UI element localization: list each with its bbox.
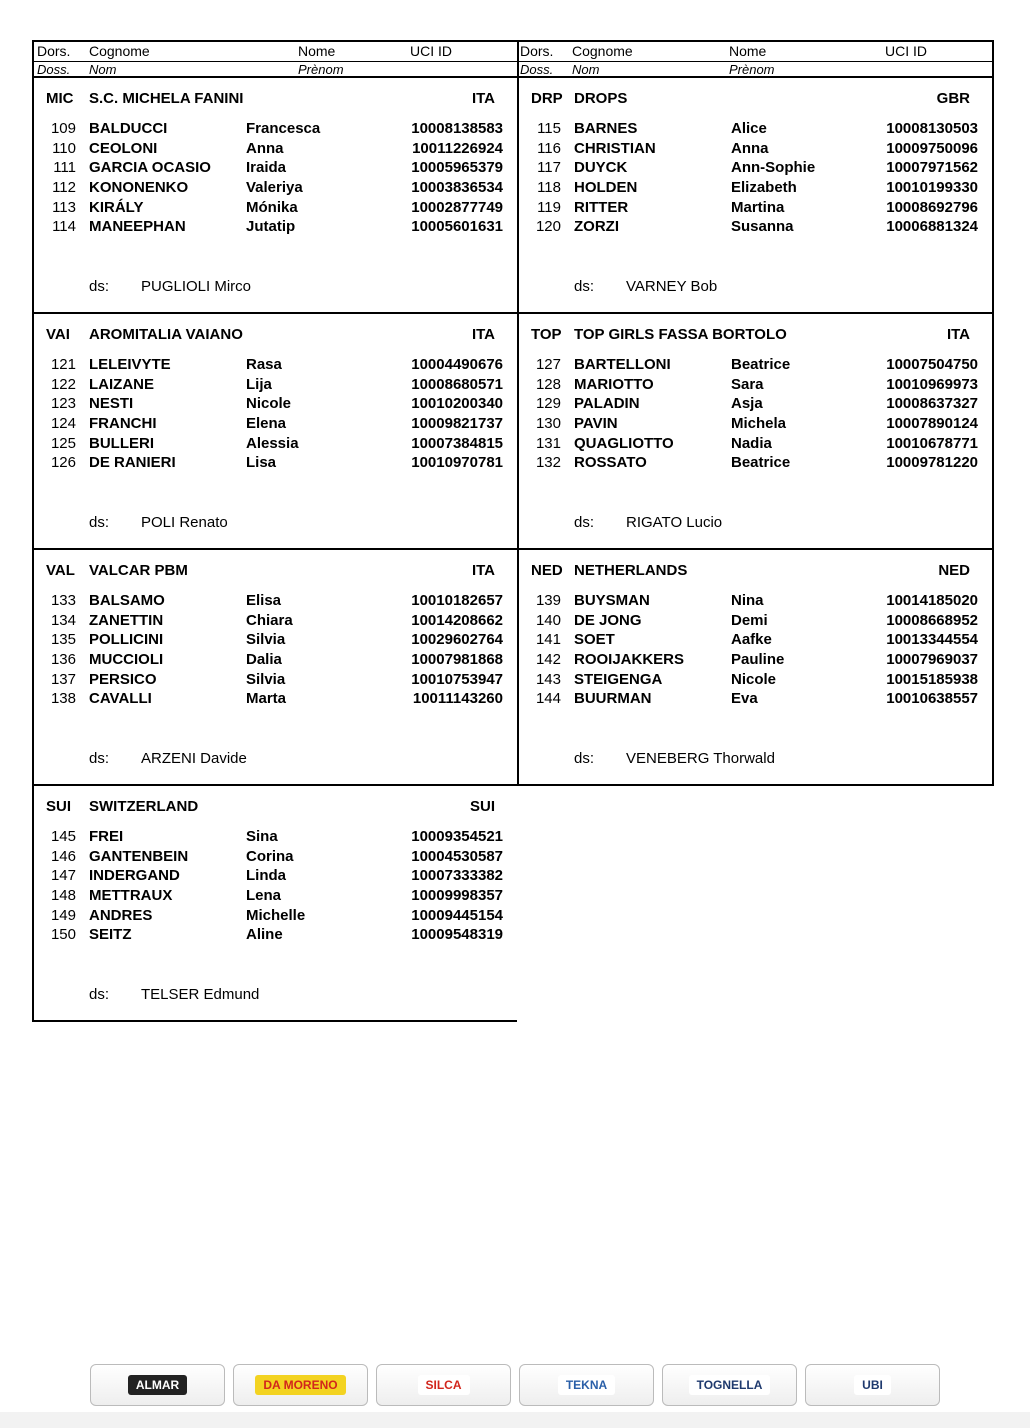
nom-label: Nom	[571, 62, 600, 77]
rider-row	[519, 690, 992, 710]
column-header-right	[517, 42, 992, 76]
bib-number: 150	[50, 926, 76, 944]
rider-uci-id: 10014208662	[411, 611, 503, 629]
rider-surname: ANDRES	[89, 906, 153, 924]
rider-row	[519, 454, 992, 474]
rider-uci-id: 10007981868	[411, 651, 503, 669]
rider-uci-id: 10009821737	[411, 415, 503, 433]
rider-firstname: Alice	[731, 120, 767, 137]
ds-label: ds:	[89, 986, 110, 1003]
nom-label: Nom	[89, 62, 117, 77]
cognome-label: Cognome	[571, 43, 633, 59]
rider-row	[519, 120, 992, 140]
rider-row	[519, 356, 992, 376]
rider-row	[34, 631, 517, 651]
rider-uci-id: 10009781220	[886, 454, 978, 472]
sponsor-logo-mark: TEKNA	[558, 1375, 615, 1395]
rider-uci-id: 10007333382	[411, 867, 503, 885]
bib-number: 118	[537, 179, 561, 197]
rider-uci-id: 10011143260	[412, 690, 503, 708]
rider-firstname: Nina	[731, 592, 764, 609]
sponsor-logo	[233, 1364, 368, 1406]
rider-surname: MARIOTTO	[574, 375, 654, 393]
rider-surname: BARNES	[574, 120, 638, 137]
ds-label: ds:	[574, 750, 595, 767]
bib-number: 121	[50, 356, 76, 373]
bib-number: 136	[50, 651, 76, 669]
bib-number: 132	[535, 454, 561, 472]
team-nation: ITA	[471, 562, 495, 579]
team-name: S.C. MICHELA FANINI	[89, 90, 244, 107]
rider-surname: BARTELLONI	[574, 356, 671, 373]
ds-label: ds:	[574, 278, 595, 295]
team-block	[517, 550, 994, 786]
rider-surname: DE JONG	[574, 611, 642, 629]
rider-firstname: Valeriya	[246, 179, 303, 197]
ds-label: ds:	[89, 278, 110, 295]
rider-surname: FRANCHI	[89, 415, 157, 433]
rider-uci-id: 10005601631	[411, 218, 503, 236]
dors-label: Dors.	[519, 43, 554, 59]
bib-number: 119	[537, 198, 561, 216]
bib-number: 149	[50, 906, 76, 924]
rider-row	[519, 199, 992, 219]
team-code: TOP	[531, 326, 562, 343]
rider-uci-id: 10010678771	[886, 434, 978, 452]
rider-row	[34, 415, 517, 435]
sponsor-logo	[519, 1364, 654, 1406]
rider-surname: BUYSMAN	[574, 592, 650, 609]
rider-row	[519, 218, 992, 238]
bib-number: 112	[52, 179, 76, 197]
rider-surname: LELEIVYTE	[89, 356, 171, 373]
rider-surname: KIRÁLY	[89, 198, 144, 216]
rider-row	[34, 651, 517, 671]
rider-surname: ROSSATO	[574, 454, 647, 472]
rider-uci-id: 10010182657	[411, 592, 503, 609]
bib-number: 130	[535, 415, 561, 433]
rider-surname: QUAGLIOTTO	[574, 434, 674, 452]
bib-number: 125	[50, 434, 76, 452]
rider-uci-id: 10002877749	[411, 198, 503, 216]
rider-row	[34, 926, 517, 946]
rider-row	[519, 179, 992, 199]
rider-surname: MANEEPHAN	[89, 218, 186, 236]
rider-list	[34, 356, 517, 474]
bib-number: 117	[537, 159, 561, 177]
rider-uci-id: 10007971562	[886, 159, 978, 177]
sponsor-logo	[805, 1364, 940, 1406]
ds-name: VENEBERG Thorwald	[626, 750, 775, 767]
rider-surname: CAVALLI	[89, 690, 152, 708]
directeur-sportif	[89, 750, 247, 767]
bib-number: 128	[535, 375, 561, 393]
bib-number: 111	[53, 159, 76, 177]
rider-list	[34, 592, 517, 710]
bib-number: 137	[50, 670, 76, 688]
rider-firstname: Lisa	[246, 454, 277, 472]
rider-firstname: Michelle	[246, 906, 306, 924]
bib-number: 123	[50, 395, 76, 413]
rider-list	[34, 828, 517, 946]
rider-list	[519, 592, 992, 710]
rider-row	[519, 651, 992, 671]
rider-uci-id: 10010970781	[411, 454, 503, 472]
bib-number: 113	[52, 198, 76, 216]
rider-row	[34, 179, 517, 199]
nome-label: Nome	[298, 43, 336, 59]
team-code: SUI	[46, 798, 72, 815]
column-header-left	[34, 42, 517, 76]
rider-row	[519, 140, 992, 160]
rider-uci-id: 10008138583	[411, 120, 503, 137]
directeur-sportif	[574, 750, 775, 767]
rider-surname: PERSICO	[89, 670, 157, 688]
rider-row	[34, 395, 517, 415]
rider-firstname: Michela	[731, 415, 787, 433]
team-block	[517, 314, 994, 550]
ds-name: TELSER Edmund	[141, 986, 260, 1003]
bib-number: 146	[50, 847, 76, 865]
rider-surname: RITTER	[574, 198, 629, 216]
rider-uci-id: 10011226924	[412, 139, 503, 157]
rider-firstname: Chiara	[246, 611, 293, 629]
team-name: VALCAR PBM	[89, 562, 188, 579]
rider-row	[519, 612, 992, 632]
rider-firstname: Iraida	[246, 159, 287, 177]
directeur-sportif	[574, 514, 723, 531]
rider-firstname: Silvia	[246, 631, 286, 649]
rider-surname: CEOLONI	[89, 139, 158, 157]
team-block	[517, 78, 994, 314]
bib-number: 135	[50, 631, 76, 649]
doss-label: Doss.	[37, 62, 71, 77]
rider-surname: SOET	[574, 631, 615, 649]
rider-uci-id: 10010199330	[886, 179, 978, 197]
rider-uci-id: 10029602764	[411, 631, 503, 649]
bib-number: 143	[535, 670, 561, 688]
rider-surname: FREI	[89, 828, 124, 845]
uci-label: UCI ID	[884, 43, 927, 59]
rider-uci-id: 10009998357	[411, 887, 503, 905]
rider-firstname: Nicole	[246, 395, 292, 413]
rider-firstname: Marta	[246, 690, 287, 708]
rider-firstname: Silvia	[246, 670, 286, 688]
rider-surname: POLLICINI	[89, 631, 164, 649]
rider-surname: NESTI	[89, 395, 134, 413]
rider-row	[519, 415, 992, 435]
bib-number: 126	[50, 454, 76, 472]
rider-uci-id: 10007504750	[886, 356, 978, 373]
team-code: MIC	[46, 90, 74, 107]
rider-uci-id: 10008668952	[886, 611, 978, 629]
team-name: AROMITALIA VAIANO	[89, 326, 243, 343]
rider-firstname: Sara	[731, 375, 764, 393]
sponsor-logo-mark: ALMAR	[128, 1375, 187, 1395]
rider-firstname: Eva	[731, 690, 758, 708]
rider-firstname: Dalia	[246, 651, 282, 669]
rider-uci-id: 10009750096	[886, 139, 978, 157]
rider-row	[34, 435, 517, 455]
rider-row	[34, 907, 517, 927]
rider-uci-id: 10010200340	[411, 395, 503, 413]
sponsor-logo-mark: UBI	[854, 1375, 891, 1395]
nome-label: Nome	[728, 43, 767, 59]
team-nation: SUI	[469, 798, 495, 815]
rider-row	[34, 592, 517, 612]
ds-name: PUGLIOLI Mirco	[141, 278, 252, 295]
rider-firstname: Lija	[246, 375, 272, 393]
directeur-sportif	[89, 514, 228, 531]
team-name: SWITZERLAND	[89, 798, 199, 815]
rider-row	[34, 159, 517, 179]
rider-uci-id: 10010969973	[886, 375, 978, 393]
cognome-label: Cognome	[89, 43, 150, 59]
ds-label: ds:	[89, 514, 110, 531]
rider-row	[519, 435, 992, 455]
rider-firstname: Anna	[246, 139, 284, 157]
rider-uci-id: 10013344554	[886, 631, 978, 649]
rider-firstname: Pauline	[731, 651, 785, 669]
rider-surname: STEIGENGA	[574, 670, 663, 688]
rider-firstname: Asja	[731, 395, 763, 413]
rider-surname: PAVIN	[574, 415, 618, 433]
rider-list	[34, 120, 517, 238]
ds-name: ARZENI Davide	[141, 750, 247, 767]
rider-firstname: Nadia	[731, 434, 772, 452]
team-code: VAI	[46, 326, 70, 343]
ds-label: ds:	[574, 514, 595, 531]
sponsor-strip	[90, 1364, 940, 1406]
rider-uci-id: 10004530587	[411, 847, 503, 865]
rider-firstname: Beatrice	[731, 356, 791, 373]
bib-number: 120	[535, 218, 561, 236]
ds-name: POLI Renato	[141, 514, 228, 531]
rider-surname: PALADIN	[574, 395, 640, 413]
rider-firstname: Elisa	[246, 592, 282, 609]
team-block	[32, 78, 517, 314]
rider-firstname: Jutatip	[246, 218, 296, 236]
rider-row	[519, 159, 992, 179]
rider-firstname: Aafke	[731, 631, 772, 649]
rider-surname: BALDUCCI	[89, 120, 168, 137]
rider-surname: LAIZANE	[89, 375, 154, 393]
rider-firstname: Susanna	[731, 218, 794, 236]
rider-uci-id: 10008130503	[886, 120, 978, 137]
rider-uci-id: 10003836534	[411, 179, 503, 197]
bib-number: 134	[50, 611, 76, 629]
rider-list	[519, 120, 992, 238]
rider-uci-id: 10008692796	[886, 198, 978, 216]
team-block	[32, 314, 517, 550]
rider-firstname: Demi	[731, 611, 768, 629]
dors-label: Dors.	[37, 43, 71, 59]
rider-uci-id: 10005965379	[411, 159, 503, 177]
bib-number: 109	[50, 120, 76, 137]
rider-uci-id: 10009548319	[411, 926, 503, 944]
rider-surname: CHRISTIAN	[574, 139, 656, 157]
rider-row	[34, 140, 517, 160]
rider-firstname: Elena	[246, 415, 287, 433]
rider-firstname: Elizabeth	[731, 179, 797, 197]
bib-number: 145	[50, 828, 76, 845]
team-nation: ITA	[946, 326, 970, 343]
bib-number: 115	[537, 120, 561, 137]
team-nation: NED	[938, 562, 970, 579]
rider-uci-id: 10009354521	[411, 828, 503, 845]
ds-name: VARNEY Bob	[626, 278, 718, 295]
team-name: DROPS	[574, 90, 628, 107]
rider-uci-id: 10015185938	[886, 670, 978, 688]
directeur-sportif	[89, 278, 252, 295]
rider-row	[34, 828, 517, 848]
rider-row	[519, 395, 992, 415]
team-grid	[32, 78, 994, 1022]
rider-row	[34, 376, 517, 396]
bib-number: 140	[535, 611, 561, 629]
uci-label: UCI ID	[410, 43, 452, 59]
rider-firstname: Anna	[731, 139, 769, 157]
startlist-sheet	[32, 40, 994, 1022]
rider-surname: BALSAMO	[89, 592, 165, 609]
rider-surname: DE RANIERI	[89, 454, 176, 472]
rider-uci-id: 10008680571	[411, 375, 503, 393]
rider-row	[34, 671, 517, 691]
sponsor-logo-mark: DA MORENO	[255, 1375, 345, 1395]
footer-band	[0, 1412, 1030, 1428]
bib-number: 127	[535, 356, 561, 373]
rider-uci-id: 10010753947	[411, 670, 503, 688]
rider-surname: ZORZI	[574, 218, 619, 236]
bib-number: 144	[535, 690, 561, 708]
rider-row	[34, 199, 517, 219]
team-nation: ITA	[471, 326, 495, 343]
rider-firstname: Linda	[246, 867, 286, 885]
bib-number: 129	[535, 395, 561, 413]
prenom-label: Prènom	[298, 62, 344, 77]
rider-row	[34, 690, 517, 710]
sponsor-logo	[662, 1364, 797, 1406]
rider-firstname: Nicole	[731, 670, 777, 688]
rider-row	[34, 867, 517, 887]
team-nation: ITA	[471, 90, 495, 107]
sponsor-logo-mark: SILCA	[418, 1375, 470, 1395]
rider-surname: INDERGAND	[89, 867, 180, 885]
bib-number: 110	[52, 139, 76, 157]
bib-number: 142	[535, 651, 561, 669]
rider-surname: SEITZ	[89, 926, 132, 944]
rider-row	[519, 376, 992, 396]
rider-surname: METTRAUX	[89, 887, 173, 905]
rider-firstname: Lena	[246, 887, 282, 905]
sponsor-logo-mark: TOGNELLA	[689, 1375, 771, 1395]
rider-firstname: Rasa	[246, 356, 282, 373]
rider-uci-id: 10008637327	[886, 395, 978, 413]
rider-list	[519, 356, 992, 474]
rider-surname: ZANETTIN	[89, 611, 164, 629]
sponsor-logo	[90, 1364, 225, 1406]
rider-uci-id: 10006881324	[886, 218, 978, 236]
bib-number: 124	[50, 415, 76, 433]
rider-row	[519, 671, 992, 691]
rider-surname: HOLDEN	[574, 179, 638, 197]
rider-surname: KONONENKO	[89, 179, 189, 197]
doss-label: Doss.	[519, 62, 554, 77]
rider-row	[34, 120, 517, 140]
prenom-label: Prènom	[728, 62, 775, 77]
bib-number: 148	[50, 887, 76, 905]
rider-firstname: Francesca	[246, 120, 321, 137]
rider-row	[34, 848, 517, 868]
bib-number: 133	[50, 592, 76, 609]
rider-surname: DUYCK	[574, 159, 628, 177]
team-block	[32, 550, 517, 786]
rider-uci-id: 10007969037	[886, 651, 978, 669]
bib-number: 147	[50, 867, 76, 885]
rider-uci-id: 10010638557	[886, 690, 978, 708]
rider-row	[34, 356, 517, 376]
sponsor-logo	[376, 1364, 511, 1406]
bib-number: 131	[535, 434, 561, 452]
rider-surname: GANTENBEIN	[89, 847, 189, 865]
rider-uci-id: 10007384815	[411, 434, 503, 452]
ds-name: RIGATO Lucio	[626, 514, 723, 531]
rider-firstname: Beatrice	[731, 454, 791, 472]
rider-firstname: Mónika	[246, 198, 298, 216]
column-header	[32, 40, 994, 78]
team-code: DRP	[531, 90, 563, 107]
rider-firstname: Ann-Sophie	[731, 159, 816, 177]
rider-uci-id: 10007890124	[886, 415, 978, 433]
rider-firstname: Aline	[246, 926, 283, 944]
rider-surname: MUCCIOLI	[89, 651, 164, 669]
rider-surname: GARCIA OCASIO	[89, 159, 211, 177]
rider-row	[519, 631, 992, 651]
rider-firstname: Martina	[731, 198, 785, 216]
team-block	[32, 786, 517, 1022]
rider-surname: BULLERI	[89, 434, 154, 452]
rider-uci-id: 10014185020	[886, 592, 978, 609]
bib-number: 139	[535, 592, 561, 609]
rider-firstname: Alessia	[246, 434, 299, 452]
bib-number: 114	[52, 218, 76, 236]
rider-surname: ROOIJAKKERS	[574, 651, 685, 669]
rider-firstname: Sina	[246, 828, 278, 845]
bib-number: 116	[537, 139, 561, 157]
ds-label: ds:	[89, 750, 110, 767]
rider-row	[34, 612, 517, 632]
directeur-sportif	[574, 278, 718, 295]
rider-row	[34, 218, 517, 238]
directeur-sportif	[89, 986, 260, 1003]
rider-surname: BUURMAN	[574, 690, 652, 708]
rider-uci-id: 10004490676	[411, 356, 503, 373]
rider-row	[34, 887, 517, 907]
bib-number: 138	[50, 690, 76, 708]
rider-row	[34, 454, 517, 474]
team-name: NETHERLANDS	[574, 562, 688, 579]
team-name: TOP GIRLS FASSA BORTOLO	[574, 326, 787, 343]
bib-number: 122	[50, 375, 76, 393]
rider-uci-id: 10009445154	[411, 906, 503, 924]
team-nation: GBR	[936, 90, 970, 107]
team-code: VAL	[46, 562, 75, 579]
team-code: NED	[531, 562, 563, 579]
bib-number: 141	[535, 631, 561, 649]
rider-firstname: Corina	[246, 847, 294, 865]
rider-row	[519, 592, 992, 612]
